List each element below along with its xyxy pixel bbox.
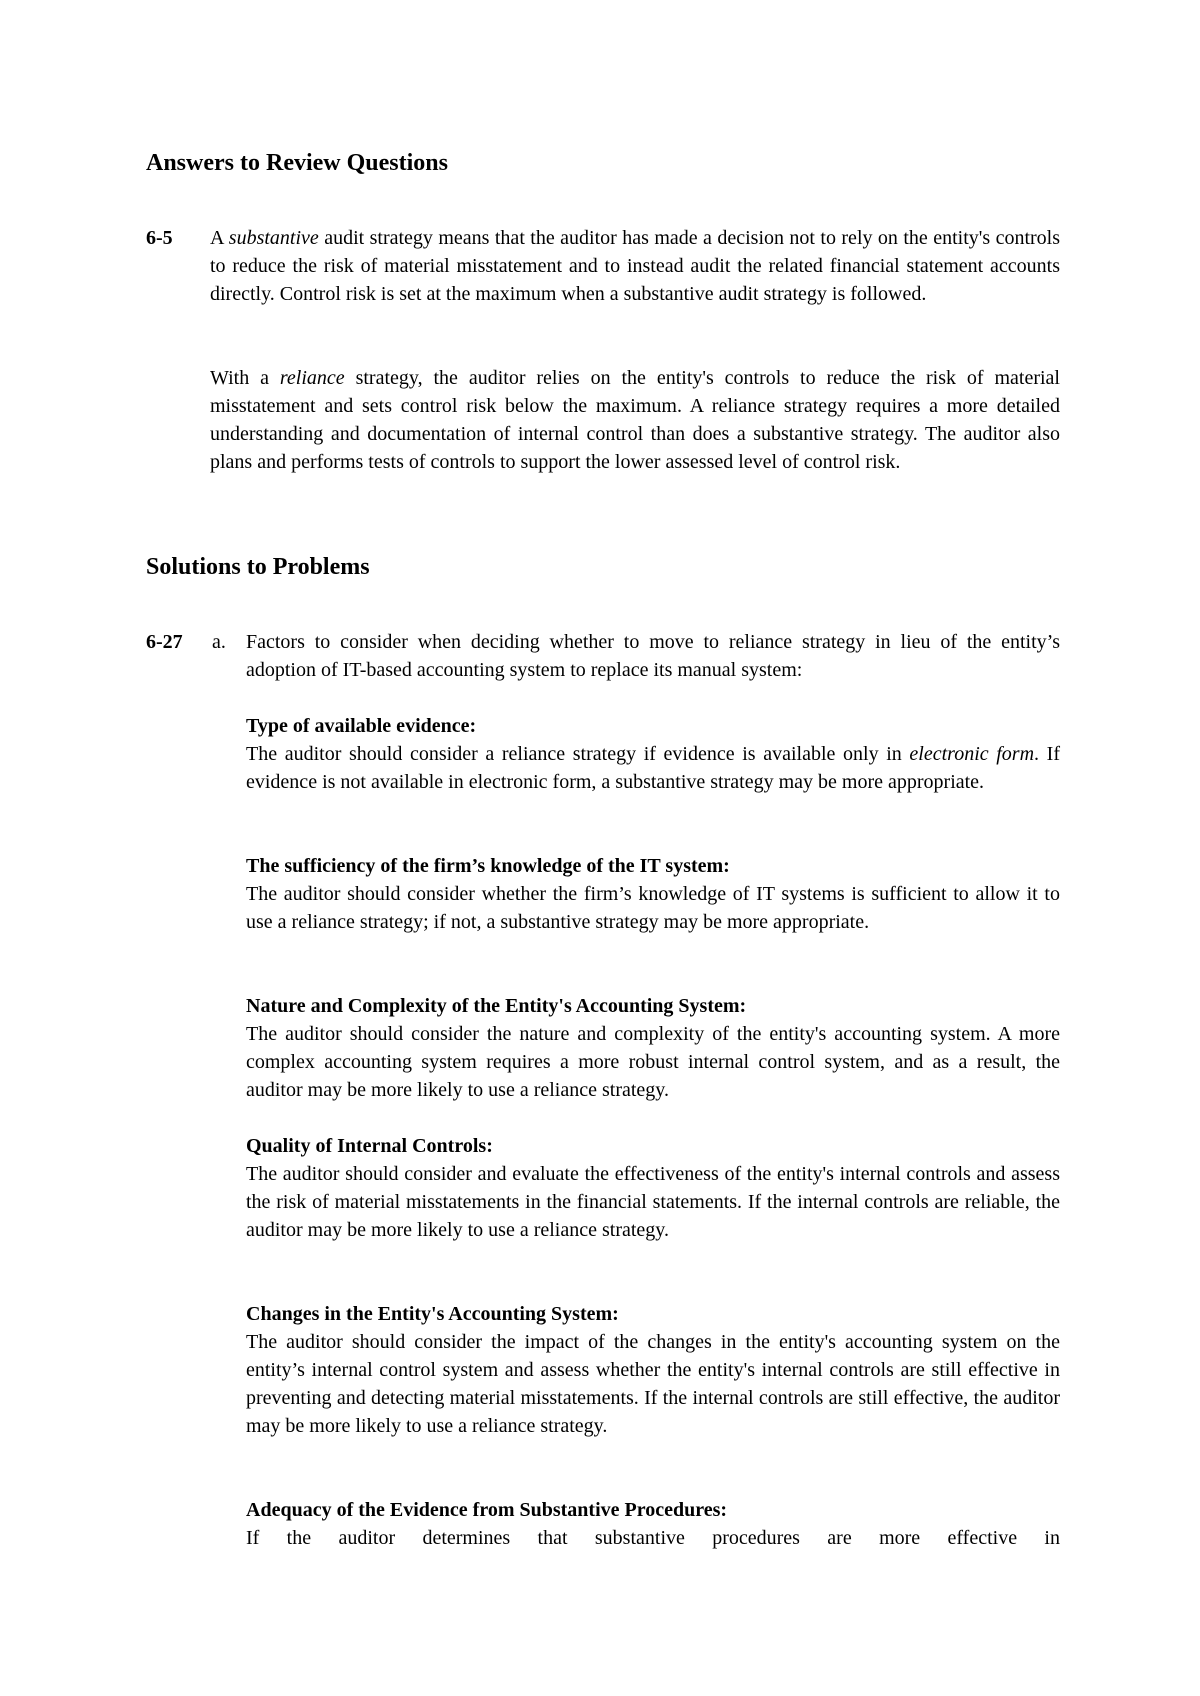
- section-heading-review-answers: Answers to Review Questions: [146, 150, 448, 176]
- factor-block: [246, 852, 1060, 936]
- factor-title: Quality of Internal Controls:: [246, 1135, 493, 1157]
- item-letter: a.: [212, 631, 226, 653]
- factor-title: The sufficiency of the firm’s knowledge of the IT system:: [246, 855, 730, 877]
- answer-paragraph-substantive: A substantive audit strategy means that the auditor has made a decision not to rely on the entity's controls to reduce the risk of material misstatement and to instead audit the related financial statement accounts directly. Control risk is set at the maximum when a substantive audit strategy is followed.: [210, 227, 1061, 305]
- factor-block: [246, 992, 1060, 1104]
- factor-body: The auditor should consider the nature and complexity of the entity's accounting system. A more complex accounting system requires a more robust internal control system, and as a result, the auditor may be more likely to use a reliance strategy.: [246, 1023, 1060, 1101]
- emphasis-term: electronic form: [909, 743, 1035, 765]
- section-heading-solutions: Solutions to Problems: [146, 554, 370, 580]
- factor-body: The auditor should consider a reliance strategy if evidence is available only in electronic form. If evidence is not available in electronic form, a substantive strategy may be more appropriate.: [246, 743, 1060, 793]
- factor-body: The auditor should consider whether the firm’s knowledge of IT systems is sufficient to allow it to use a reliance strategy; if not, a substantive strategy may be more appropriate.: [246, 883, 1060, 933]
- factor-title: Changes in the Entity's Accounting System:: [246, 1303, 619, 1325]
- factor-block: [246, 1132, 1060, 1244]
- factor-title: Adequacy of the Evidence from Substantive Procedures:: [246, 1499, 728, 1521]
- problem-number: 6-27: [146, 631, 183, 653]
- factor-block: [246, 712, 1060, 796]
- factor-title: Type of available evidence:: [246, 715, 477, 737]
- emphasis-term: reliance: [279, 367, 345, 389]
- factor-title: Nature and Complexity of the Entity's Accounting System:: [246, 995, 747, 1017]
- factor-block: [246, 1300, 1060, 1440]
- factor-body: The auditor should consider and evaluate the effectiveness of the entity's internal controls and assess the risk of material misstatements in the financial statements. If the internal controls are reliable, the auditor may be more likely to use a reliance strategy.: [246, 1163, 1060, 1241]
- answer-paragraph-reliance: With a reliance strategy, the auditor relies on the entity's controls to reduce the risk of material misstatement and sets control risk below the maximum. A reliance strategy requires a more detailed understanding and documentation of internal control than does a substantive strategy. The auditor also plans and performs tests of controls to support the lower assessed level of control risk.: [210, 367, 1060, 473]
- emphasis-term: substantive: [228, 227, 319, 249]
- question-number: 6-5: [146, 227, 173, 249]
- factor-body: If the auditor determines that substantive procedures are more effective in: [246, 1527, 1060, 1549]
- factor-block: [246, 1496, 1060, 1552]
- factor-body: The auditor should consider the impact of the changes in the entity's accounting system on the entity’s internal control system and assess whether the entity's internal controls are still effective in preventing and detecting material misstatements. If the internal controls are still effective, the auditor may be more likely to use a reliance strategy.: [246, 1331, 1060, 1437]
- problem-intro: Factors to consider when deciding whether to move to reliance strategy in lieu of the entity’s adoption of IT-based accounting system to replace its manual system:: [246, 631, 1060, 681]
